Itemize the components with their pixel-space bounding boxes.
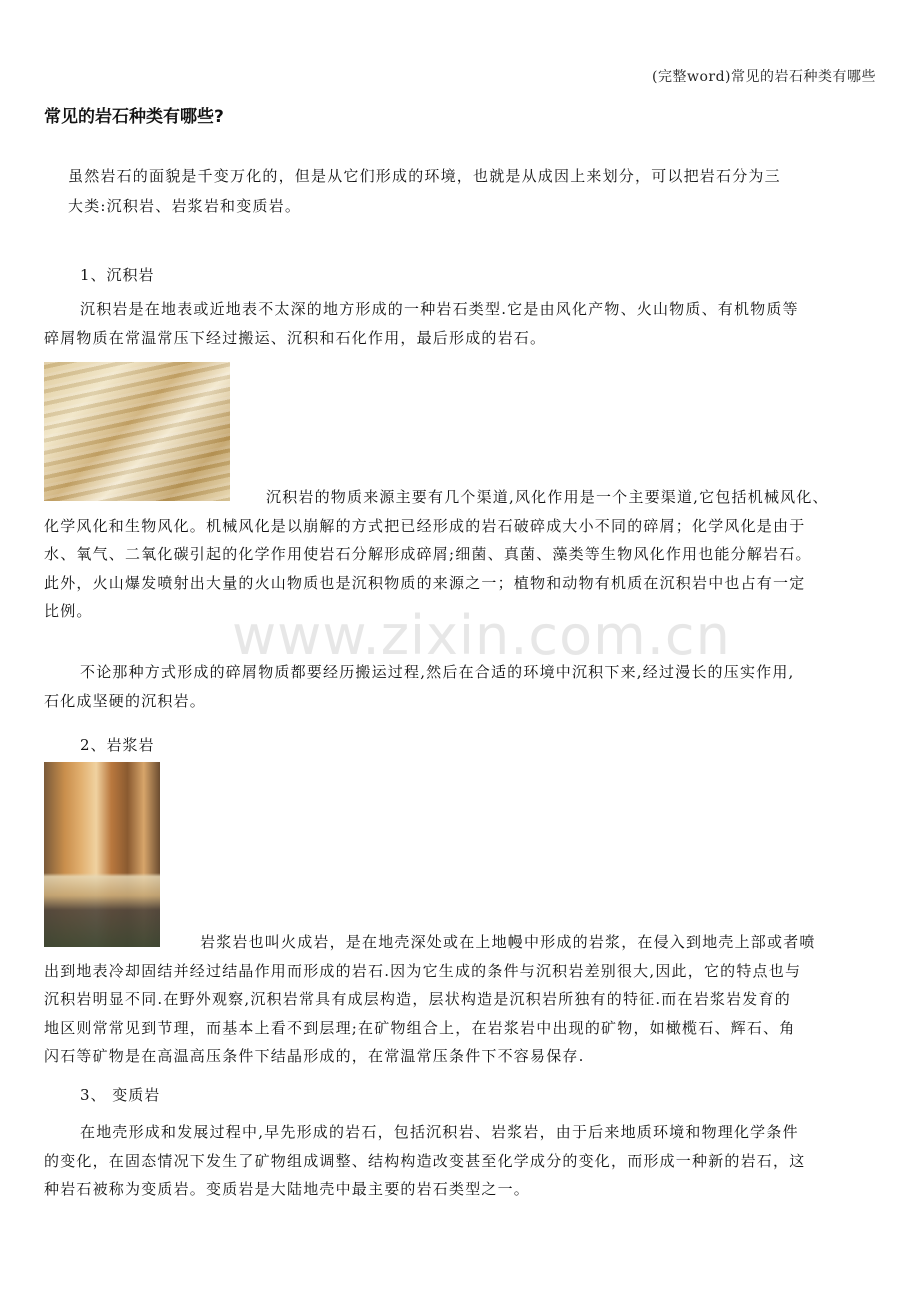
igneous-rock-image <box>44 762 160 947</box>
text-line: 闪石等矿物是在高温高压条件下结晶形成的，在常温常压条件下不容易保存. <box>44 1047 585 1065</box>
text-line: 化学风化和生物风化。机械风化是以崩解的方式把已经形成的岩石破碎成大小不同的碎屑；化学风化是由于 <box>44 516 806 535</box>
section-heading-metamorphic: 3、 变质岩 <box>80 1086 161 1104</box>
text-line: 不论那种方式形成的碎屑物质都要经历搬运过程,然后在合适的环境中沉积下来,经过漫长的压实作用, <box>80 663 795 681</box>
text-line: 碎屑物质在常温常压下经过搬运、沉积和石化作用，最后形成的岩石。 <box>44 328 547 347</box>
text-line: 沉积岩是在地表或近地表不太深的地方形成的一种岩石类型.它是由风化产物、火山物质、有机物质等 <box>80 300 799 318</box>
text-line: 出到地表冷却固结并经过结晶作用而形成的岩石.因为它生成的条件与沉积岩差别很大,因此，它的特点也与 <box>44 961 802 980</box>
text-line: 地区则常常见到节理，而基本上看不到层理;在矿物组合上，在岩浆岩中出现的矿物，如橄榄石、辉石、角 <box>44 1018 796 1037</box>
section-heading-sedimentary: 1、沉积岩 <box>80 266 155 284</box>
intro-line: 虽然岩石的面貌是千变万化的，但是从它们形成的环境，也就是从成因上来划分，可以把岩石分为三 <box>68 167 781 185</box>
text-line: 沉积岩的物质来源主要有几个渠道,风化作用是一个主要渠道,它包括机械风化、 <box>266 488 829 506</box>
text-line: 种岩石被称为变质岩。变质岩是大陆地壳中最主要的岩石类型之一。 <box>44 1180 531 1198</box>
intro-line: 大类:沉积岩、岩浆岩和变质岩。 <box>68 196 302 215</box>
document-header: (完整word)常见的岩石种类有哪些 <box>652 69 876 85</box>
text-line: 岩浆岩也叫火成岩，是在地壳深处或在上地幔中形成的岩浆，在侵入到地壳上部或者喷 <box>200 933 816 951</box>
metamorphic-paragraph <box>44 1118 876 1204</box>
watermark: www.zixin.com.cn <box>232 604 731 667</box>
intro-paragraph <box>68 162 868 220</box>
text-line: 比例。 <box>44 602 93 620</box>
text-line: 在地壳形成和发展过程中,早先形成的岩石，包括沉积岩、岩浆岩，由于后来地质环境和物理化学条件 <box>80 1123 799 1141</box>
text-line: 沉积岩明显不同.在野外观察,沉积岩常具有成层构造，层状构造是沉积岩所独有的特征.而在岩浆岩发育的 <box>44 990 791 1008</box>
sedimentary-paragraph-1 <box>44 295 876 352</box>
text-line: 石化成坚硬的沉积岩。 <box>44 691 207 710</box>
text-line: 的变化，在固态情况下发生了矿物组成调整、结构构造改变甚至化学成分的变化，而形成一种新的岩石，这 <box>44 1151 806 1170</box>
page-title: 常见的岩石种类有哪些? <box>44 107 224 127</box>
sedimentary-rock-image <box>44 362 230 501</box>
text-line: 此外，火山爆发喷射出大量的火山物质也是沉积物质的来源之一；植物和动物有机质在沉积岩中也占有一定 <box>44 573 806 592</box>
text-line: 水、氧气、二氧化碳引起的化学作用使岩石分解形成碎屑;细菌、真菌、藻类等生物风化作用也能分解岩石。 <box>44 545 812 563</box>
section-heading-igneous: 2、岩浆岩 <box>80 736 155 754</box>
igneous-paragraph <box>44 928 876 1071</box>
